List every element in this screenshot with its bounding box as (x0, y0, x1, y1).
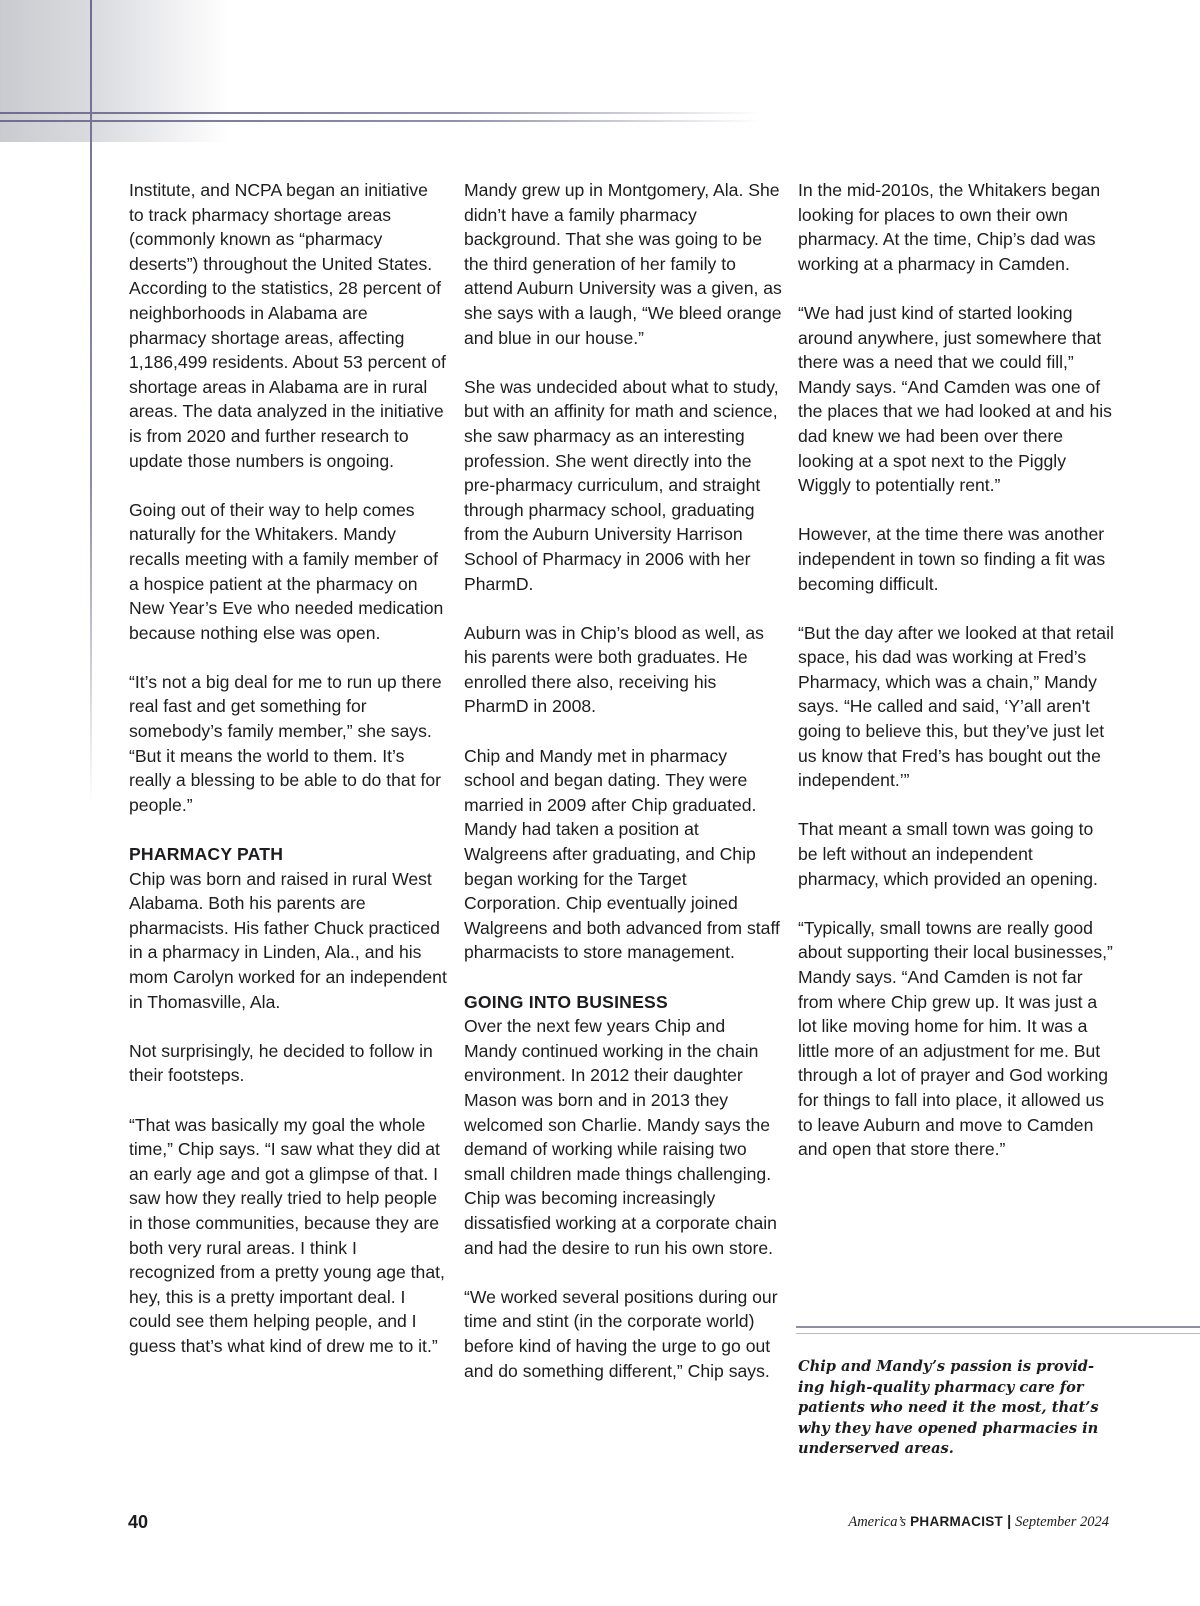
photo-caption: Chip and Mandy’s passion is providing high-quality pharmacy care for patients who need it the most, that’s why they have opened pharmacies in underserved areas. (798, 1358, 1099, 1457)
paragraph: “Typically, small towns are really good about supporting their local businesses,” Mandy says. “And Camden is not far from where Chip grew up. It was just a lot like moving home for him. It was a little more of an adjustment for me. But through a lot of prayer and God working for things to fall into place, it allowed us to leave Auburn and move to Camden and open that store there.” (798, 917, 1113, 1160)
section-heading: PHARMACY PATH (129, 844, 284, 865)
publication-prefix: America’s (848, 1514, 907, 1530)
horizontal-rule-bottom (0, 120, 760, 122)
text-column-2 (464, 178, 782, 1408)
paragraph: Chip and Mandy met in pharmacy school and began dating. They were married in 2009 after Chip graduated. Mandy had taken a position at Walgreens after graduating, and Chip began working for the Target Corporation. Chip eventually joined Walgreens and both advanced from staff pharmacists to store management. (464, 745, 780, 963)
issue-date: September 2024 (1015, 1514, 1109, 1530)
horizontal-rule-top (0, 112, 760, 114)
paragraph: Mandy grew up in Montgomery, Ala. She didn’t have a family pharmacy background. That she was going to be the third generation of her family to attend Auburn University was a given, as she says with a laugh, “We bleed orange and blue in our house.” (464, 180, 782, 348)
page-number: 40 (128, 1512, 149, 1532)
text-column-3 (798, 178, 1116, 1186)
paragraph: “We worked several positions during our time and stint (in the corporate world) before kind of having the urge to go out and do something different,” Chip says. (464, 1286, 778, 1381)
publication-name: PHARMACIST (910, 1514, 1004, 1529)
paragraph: Not surprisingly, he decided to follow in their footsteps. (129, 1040, 433, 1086)
paragraph: Institute, and NCPA began an initiative to track pharmacy shortage areas (commonly known as “pharmacy deserts”) throughout the United States. According to the statistics, 28 percent of neighborhoods in Alabama are pharmacy shortage areas, affecting 1,186,499 residents. About 53 percent of shortage areas in Alabama are in rural areas. The data analyzed in the initiative is from 2020 and further research to update those numbers is ongoing. (129, 180, 446, 471)
footer-separator: | (1007, 1514, 1012, 1530)
publication-footer (848, 1514, 1109, 1531)
paragraph: That meant a small town was going to be left without an independent pharmacy, which provided an opening. (798, 819, 1098, 889)
paragraph: “That was basically my goal the whole time,” Chip says. “I saw what they did at an early age and got a glimpse of that. I saw how they really tried to help people in those communities, because they are both very rural areas. I think I recognized from a pretty young age that, hey, this is a pretty important deal. I could see them helping people, and I guess that’s what kind of drew me to it.” (129, 1114, 445, 1356)
paragraph: “It’s not a big deal for me to run up there real fast and get something for somebody’s family member,” she says. “But it means the world to them. It’s really a blessing to be able to do that for people.” (129, 671, 442, 815)
paragraph: “We had just kind of started looking around anywhere, just somewhere that there was a need that we could fill,” Mandy says. “And Camden was one of the places that we had looked at and his dad knew we had been over there looking at a spot next to the Piggly Wiggly to potentially rent.” (798, 302, 1112, 496)
paragraph: Over the next few years Chip and Mandy continued working in the chain environment. In 2012 their daughter Mason was born and in 2013 they welcomed son Charlie. Mandy says the demand of working while raising two small children made things challenging. Chip was becoming increasingly dissatisfied working at a corporate chain and had the desire to run his own store. (464, 1016, 777, 1258)
paragraph: Auburn was in Chip’s blood as well, as his parents were both graduates. He enrolled there also, receiving his PharmD in 2008. (464, 622, 764, 717)
paragraph: Going out of their way to help comes naturally for the Whitakers. Mandy recalls meeting with a family member of a hospice patient at the pharmacy on New Year’s Eve who needed medication because nothing else was open. (129, 499, 444, 643)
caption-divider (796, 1326, 1200, 1334)
paragraph: In the mid-2010s, the Whitakers began looking for places to own their own pharmacy. At the time, Chip’s dad was working at a pharmacy in Camden. (798, 180, 1101, 274)
paragraph: Chip was born and raised in rural West Alabama. Both his parents are pharmacists. His father Chuck practiced in a pharmacy in Linden, Ala., and his mom Carolyn worked for an independent in Thomasville, Ala. (129, 868, 447, 1012)
paragraph: However, at the time there was another independent in town so finding a fit was becoming difficult. (798, 524, 1106, 594)
section-heading: GOING INTO BUSINESS (464, 991, 668, 1012)
text-column-1 (129, 178, 447, 1383)
paragraph: She was undecided about what to study, but with an affinity for math and science, she saw pharmacy as an interesting profession. She went directly into the pre-pharmacy curriculum, and straight through pharmacy school, graduating from the Auburn University Harrison School of Pharmacy in 2006 with her PharmD. (464, 376, 779, 594)
paragraph: “But the day after we looked at that retail space, his dad was working at Fred’s Pharmacy, which was a chain,” Mandy says. “He called and said, ‘Y’all aren't going to believe this, but they’ve just let us know that Fred’s has bought out the independent.’” (798, 622, 1114, 791)
